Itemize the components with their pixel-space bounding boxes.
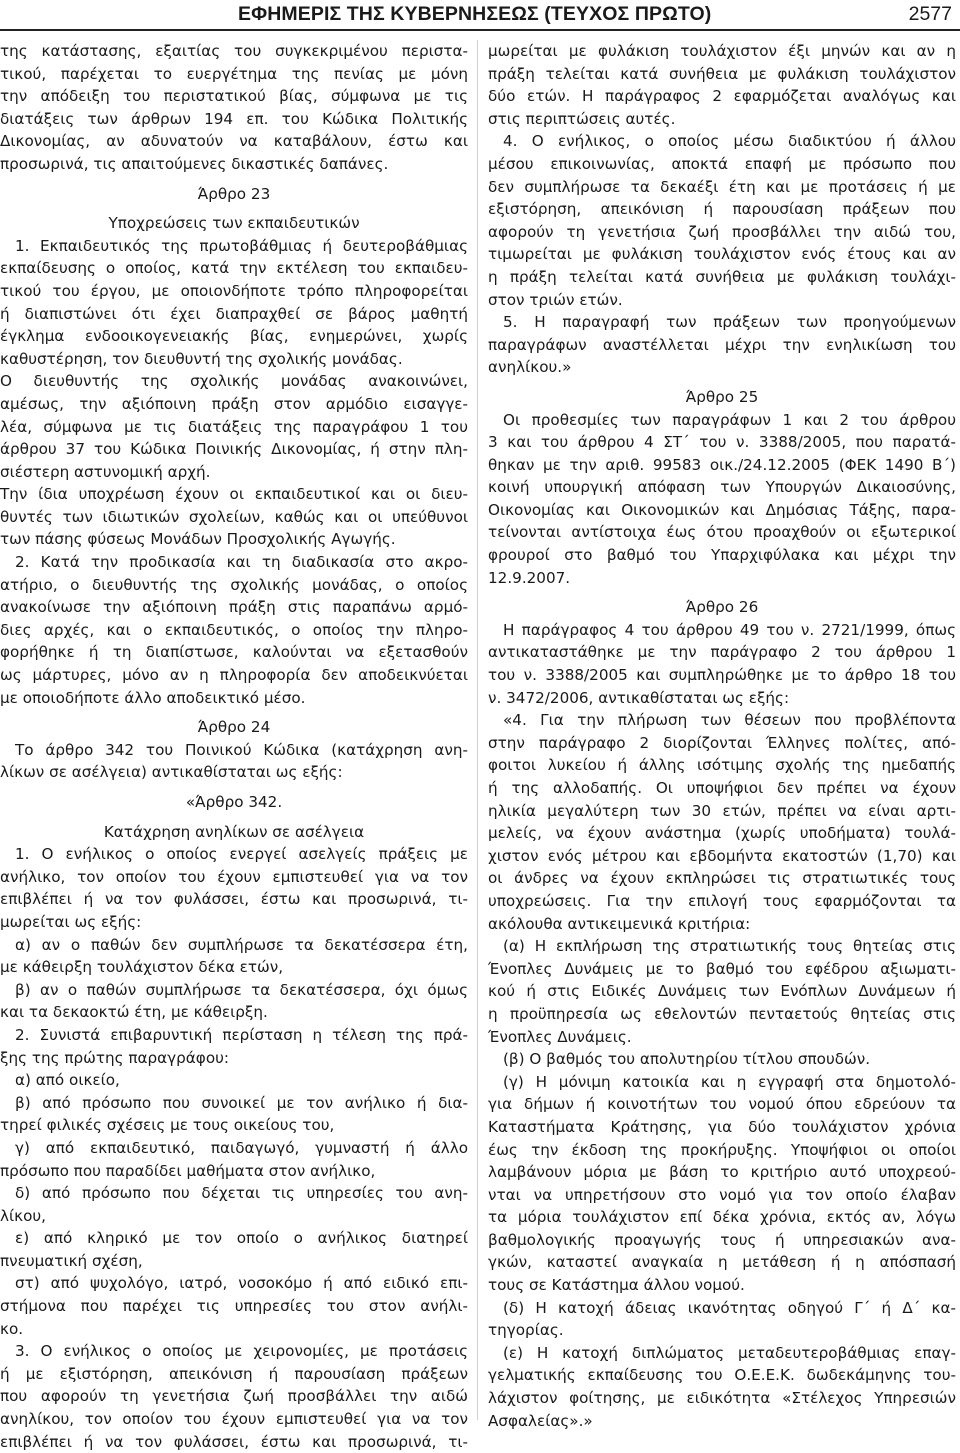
text-line: ανακοίνωσε την αξιόποινη πράξη στις παραπάνω αρμό-: [0, 598, 468, 617]
paragraph-start: «4. Για την πλήρωση των θέσεων που προβλέποντα: [503, 711, 956, 730]
paragraph-start: (ε) Η κατοχή διπλώματος μεταδευτεροβάθμιας επαγ-: [503, 1343, 956, 1362]
right-column: [488, 40, 956, 1432]
text-line: κοινή υπουργική απόφαση των Υπουργών Δικαιοσύνης,: [488, 478, 956, 497]
text-line: οι άνδρες να έχουν εκπληρώσει τις στρατιωτικές τους: [488, 869, 956, 888]
text-line: αμέσως, την αξιόποινη πράξη στον αρμόδιο εισαγγε-: [0, 394, 468, 413]
paragraph-start: Οι προθεσμίες των παραγράφων 1 και 2 του άρθρου: [503, 410, 956, 429]
text-line: τα μόρια τουλάχιστον επί δέκα χρόνια, εκτός αν, λόγω: [488, 1208, 956, 1227]
column-divider: [477, 40, 478, 1420]
text-line: μωρείται με φυλάκιση τουλάχιστον έξι μηνών και αν η: [488, 42, 956, 60]
text-line: των πάσης φύσεως Μονάδων Προσχολικής Αγωγής.: [0, 530, 396, 549]
text-line: πνευματική σχέση,: [0, 1251, 143, 1270]
heading-spacer: [488, 589, 956, 596]
paragraph-start: γ) από εκπαιδευτικό, παιδαγωγό, γυμναστή ή άλλο: [15, 1138, 468, 1157]
text-line: γκών, καταστεί αναγκαία η μετάθεση ή η απόσπασή: [488, 1253, 956, 1272]
text-line: αντικαταστάθηκε με την παράγραφο 2 του άρθρου 1: [488, 643, 956, 662]
text-line: δύο ετών. Η παράγραφος 2 εφαρμόζεται αναλόγως και: [488, 87, 956, 106]
text-line: κο.: [0, 1319, 24, 1338]
text-line: νται να υπηρετήσουν στο νομό για τον οποίο έλαβαν: [488, 1185, 956, 1204]
paragraph-start: δ) από πρόσωπο που δέχεται τις υπηρεσίες του ανη-: [15, 1184, 468, 1203]
page-header: [0, 2, 960, 30]
paragraph-start: ε) από κληρικό με τον οποίο ο ανήλικος διατηρεί: [15, 1229, 468, 1248]
text-line: λέα, σύμφωνα με τις διατάξεις της παραγράφου 1 του: [0, 417, 468, 436]
text-line: Ένοπλες Δυνάμεις.: [488, 1027, 632, 1046]
text-line: στις περιπτώσεις αυτές.: [488, 109, 676, 128]
paragraph-start: β) αν ο παθών συμπλήρωσε τα δεκατέσσερα, όχι όμως: [15, 980, 468, 999]
text-line: ακόλουθα αντικειμενικά κριτήρια:: [488, 914, 751, 933]
text-line: μωρείται ως εξής:: [0, 912, 142, 931]
paragraph-start: Η παράγραφος 4 του άρθρου 49 του ν. 2721/1999, όπως: [503, 620, 956, 639]
text-line: 12.9.2007.: [488, 568, 571, 587]
text-line: επιβλέπει ή να τον φυλάσσει, έστω και προσωρινά, τι-: [0, 890, 468, 909]
text-line: ατήριο, ο διευθυντής της σχολικής μονάδας, ο οποίος: [0, 575, 468, 594]
text-line: ως μάρτυρες, μόνο αν η πληροφορία δεν αποδεικνύεται: [0, 666, 468, 685]
text-line: Δικονομίας, αν αδυνατούν να καταβάλουν, έστω και: [0, 132, 468, 151]
text-line: έως την έκδοση της προκήρυξης. Υποψήφιοι οι οποίοι: [488, 1140, 956, 1159]
text-line: Ασφαλείας».»: [488, 1411, 593, 1430]
paragraph-start: α) από οικείο,: [15, 1071, 120, 1090]
text-line: της κατάστασης, εξαιτίας του συγκεκριμένου περιστα-: [0, 42, 468, 60]
text-line: 3 και του άρθρου 4 ΣΤ΄ του ν. 3388/2005, που παρατά-: [488, 433, 956, 452]
text-line: εκπαίδευσης ο οποίος, κατά την εκτέλεση του εκπαιδευ-: [0, 259, 468, 278]
section-heading: Άρθρο 23: [197, 184, 271, 203]
text-line: η πράξη τελείται κατά συνήθεια με φυλάκιση τουλάχι-: [488, 267, 956, 286]
text-line: φοιτοι λυκείου ή άλλης ισότιμης σχολής της ημεδαπής: [488, 756, 956, 775]
text-line: υποχρεώσεις. Για την επιλογή τους εφαρμόζονται τα: [488, 891, 956, 910]
text-line: τους σε Κατάστημα άλλου νομού.: [488, 1276, 745, 1295]
paragraph-start: 2. Συνιστά επιβαρυντική περίσταση η τέλεση της πρά-: [15, 1025, 468, 1044]
text-line: φρουροί στο βαθμό του Υπαρχιφύλακα και μέχρι την: [488, 546, 956, 565]
paragraph-start: (δ) Η κατοχή άδειας ικανότητας οδηγού Γ΄ ή Δ΄ κα-: [503, 1298, 956, 1317]
text-line: στην παράγραφο 2 διορίζονται Έλληνες πολίτες, από-: [488, 733, 956, 752]
heading-spacer: [488, 379, 956, 386]
text-line: ηλικία μεγαλύτερη των 30 ετών, πρέπει να είναι αρτι-: [488, 801, 956, 820]
section-heading: Άρθρο 25: [685, 387, 759, 406]
text-line: θυντές των ιδιωτικών σχολείων, καθώς και οι υπεύθυνοι: [0, 507, 468, 526]
text-line: ανήλικο, τον οποίον του έχουν εμπιστευθεί για να τον: [0, 867, 468, 886]
text-line: άρθρου 37 του Κώδικα Ποινικής Δικονομίας, ή στην πλη-: [0, 440, 468, 459]
text-line: Την ίδια υποχρέωση έχουν οι εκπαιδευτικοί και οι διευ-: [0, 485, 468, 504]
text-line: τηρεί φιλικές σχέσεις με τους οικείους του,: [0, 1116, 335, 1135]
text-line: με κάθειρξη τουλάχιστον δέκα ετών,: [0, 958, 284, 977]
text-line: τηγορίας.: [488, 1321, 564, 1340]
text-line: και τα δεκαοκτώ έτη, με κάθειρξη.: [0, 1003, 268, 1022]
paragraph-start: (α) Η εκπλήρωση της στρατιωτικής τους θητείας στις: [503, 937, 956, 956]
page-number: 2577: [908, 3, 952, 25]
text-line: θηκαν με την αριθ. 99583 οικ./24.12.2005 (ΦΕΚ 1490 Β΄): [488, 455, 956, 474]
text-line: για δήμων ή κοινοτήτων του νομού όπου εδρεύουν τα: [488, 1095, 956, 1114]
paragraph-start: στ) από ψυχολόγο, ιατρό, νοσοκόμο ή από ειδικό επι-: [15, 1274, 468, 1293]
text-line: φορήθηκε ή τη διαπίστωσε, καλούνται να εξετασθούν: [0, 643, 468, 662]
text-line: καθυστέρηση, τον διευθυντή της σχολικής μονάδας.: [0, 349, 403, 368]
text-line: στήμονα που παρέχει τις υπηρεσίες του στον ανήλι-: [0, 1297, 468, 1316]
paragraph-start: 1. Εκπαιδευτικός της πρωτοβάθμιας ή δευτεροβάθμιας: [15, 236, 468, 255]
text-line: λαμβάνουν μόρια με βάση το κριτήριο αυτό υποχρεού-: [488, 1163, 956, 1182]
gazette-title: ΕΦΗΜΕΡΙΣ ΤΗΣ ΚΥΒΕΡΝΗΣΕΩΣ (ΤΕΥΧΟΣ ΠΡΩΤΟ): [238, 3, 712, 25]
text-line: λάχιστον φοίτησης, με ειδικότητα «Στέλεχος Υπηρεσιών: [488, 1389, 956, 1408]
text-line: ανηλίκου, τον οποίον του έχουν εμπιστευθεί για να τον: [0, 1410, 468, 1429]
text-line: διες αρχές, και ο εκπαιδευτικός, ο οποίος την πληρο-: [0, 620, 468, 639]
text-line: δεν συμπλήρωσε τα δεκαέξι έτη και με προτάσεις ή με: [488, 177, 956, 196]
paragraph-start: 3. Ο ενήλικος ο οποίος με χειρονομίες, με προτάσεις: [15, 1342, 468, 1361]
text-line: επιβλέπει ή να τον φυλάσσει, έστω και προσωρινά, τι-: [0, 1432, 468, 1451]
text-line: διατάξεις των άρθρων 194 επ. του Κώδικα Πολιτικής: [0, 109, 468, 128]
text-line: σιέστερη αστυνομική αρχή.: [0, 462, 211, 481]
text-line: ή διαπιστώνει ότι έχει διαπραχθεί σε βάρος μαθητή: [0, 304, 468, 323]
text-line: γελματικής εκπαίδευσης του Ο.Ε.Ε.Κ. δωδεκάμηνης του-: [488, 1366, 956, 1385]
heading-spacer: [0, 205, 468, 212]
paragraph-start: 5. Η παραγραφή των πράξεων των προηγούμενων: [503, 313, 956, 332]
text-line: Καταστήματα Κράτησης, για δύο τουλάχιστον χρόνια: [488, 1117, 956, 1136]
text-line: ανηλίκου.»: [488, 358, 572, 377]
text-line: τικού, παρέχεται το ευεργέτημα της πενίας με μόνη: [0, 64, 468, 83]
text-line: που αφορούν τη γενετήσια ζωή προσβάλλει την αιδώ: [0, 1387, 468, 1406]
paragraph-start: 2. Κατά την προδικασία και τη διαδικασία στο ακρο-: [15, 553, 468, 572]
text-line: η προϋπηρεσία ως εθελοντών πενταετούς θητείας στις: [488, 1004, 956, 1023]
section-heading: Άρθρο 26: [685, 598, 759, 617]
text-line: του ν. 3388/2005 και συμπληρώθηκε με το άρθρο 18 του: [488, 666, 956, 685]
text-line: Ένοπλες Δυνάμεις με το βαθμό του εφέδρου αξιωματι-: [488, 959, 956, 978]
text-line: Οικονομίας και Οικονομικών και Δημόσιας Τάξης, παρα-: [488, 500, 956, 519]
text-line: τικού του έργου, με οποιονδήποτε τρόπο πληροφορείται: [0, 281, 468, 300]
paragraph-start: (γ) Η μόνιμη κατοικία και η εγγραφή στα δημοτολό-: [503, 1072, 956, 1091]
text-line: μελείς, να έχουν ανάστημα (χωρίς υποδήματα) τουλά-: [488, 824, 956, 843]
text-line: χιστον ενός μέτρου και εβδομήντα εκατοστών (1,70) και: [488, 846, 956, 865]
left-column: [0, 40, 468, 1453]
text-line: ή με εξιστόρηση, απεικόνιση ή παρουσίαση πράξεων: [0, 1364, 468, 1383]
text-line: στον τριών ετών.: [488, 290, 623, 309]
text-line: ν. 3472/2006, αντικαθίσταται ως εξής:: [488, 688, 790, 707]
paragraph-start: β) από πρόσωπο που συνοικεί με τον ανήλικο ή δια-: [15, 1093, 468, 1112]
text-line: ή της αλλοδαπής. Οι υποψήφιοι δεν πρέπει να έχουν: [488, 779, 956, 797]
text-line: εξιστόρηση, απεικόνιση ή παρουσίαση πράξεων που: [488, 200, 956, 219]
text-line: λίκων σε ασέλγεια) αντικαθίσταται ως εξής:: [0, 763, 343, 782]
text-line: πρόσωπο που παραδίδει μαθήματα στον ανήλικο,: [0, 1161, 376, 1180]
text-line: βαθμολογικής προαγωγής τους ή υπηρεσιακών ανα-: [488, 1230, 956, 1249]
text-line: λίκου,: [0, 1206, 46, 1225]
text-line: προσωρινά, τις απαιτούμενες δικαστικές δαπάνες.: [0, 154, 389, 173]
text-line: τιμωρείται με φυλάκιση τουλάχιστον ενός έτους και αν: [488, 245, 956, 264]
heading-spacer: [0, 814, 468, 821]
text-line: παραγράφων αναστέλλεται μέχρι την ενηλικίωση του: [488, 335, 956, 354]
section-heading: Κατάχρηση ανηλίκων σε ασέλγεια: [103, 822, 365, 841]
heading-spacer: [0, 709, 468, 716]
section-heading: Άρθρο 24: [197, 718, 271, 737]
text-line: αφορούν τη γενετήσια ζωή προσβάλλει την αιδώ του,: [488, 222, 956, 241]
text-line: τείνονται αντίστοιχα έως ότου προαχθούν οι εξωτερικοί: [488, 523, 956, 542]
paragraph-start: 1. Ο ενήλικος ο οποίος ενεργεί ασελγείς πράξεις με: [15, 845, 468, 864]
paragraph-start: α) αν ο παθών δεν συμπλήρωσε τα δεκατέσσερα έτη,: [15, 935, 468, 954]
heading-spacer: [0, 784, 468, 791]
text-line: κού ή στις Ειδικές Δυνάμεις των Ενόπλων Δυνάμεων ή: [488, 982, 956, 1001]
paragraph-start: 4. Ο ενήλικος, ο οποίος μέσω διαδικτύου ή άλλου: [503, 132, 956, 151]
text-line: πράξη τελείται κατά συνήθεια με φυλάκιση τουλάχιστον: [488, 64, 956, 83]
heading-spacer: [0, 176, 468, 183]
text-line: την απόδειξη του περιστατικού βίας, σύμφωνα με τις: [0, 87, 468, 106]
section-heading: Υποχρεώσεις των εκπαιδευτικών: [108, 214, 360, 233]
text-line: Ο διευθυντής της σχολικής μονάδας ανακοινώνει,: [0, 372, 468, 391]
paragraph-start: (β) Ο βαθμός του απολυτηρίου τίτλου σπουδών.: [503, 1050, 871, 1069]
text-line: ξης της πρώτης παραγράφου:: [0, 1048, 230, 1067]
section-heading: «Άρθρο 342.: [185, 793, 283, 811]
text-line: με οποιοδήποτε άλλο αποδεικτικό μέσο.: [0, 688, 306, 707]
text-line: μέσου επικοινωνίας, αποκτά επαφή με πρόσωπο που: [488, 154, 956, 173]
header-rule: [0, 29, 960, 31]
text-line: έγκλημα ενδοοικογενειακής βίας, ενημερώνει, χωρίς: [0, 327, 468, 346]
paragraph-start: Το άρθρο 342 του Ποινικού Κώδικα (κατάχρηση ανη-: [15, 740, 468, 759]
